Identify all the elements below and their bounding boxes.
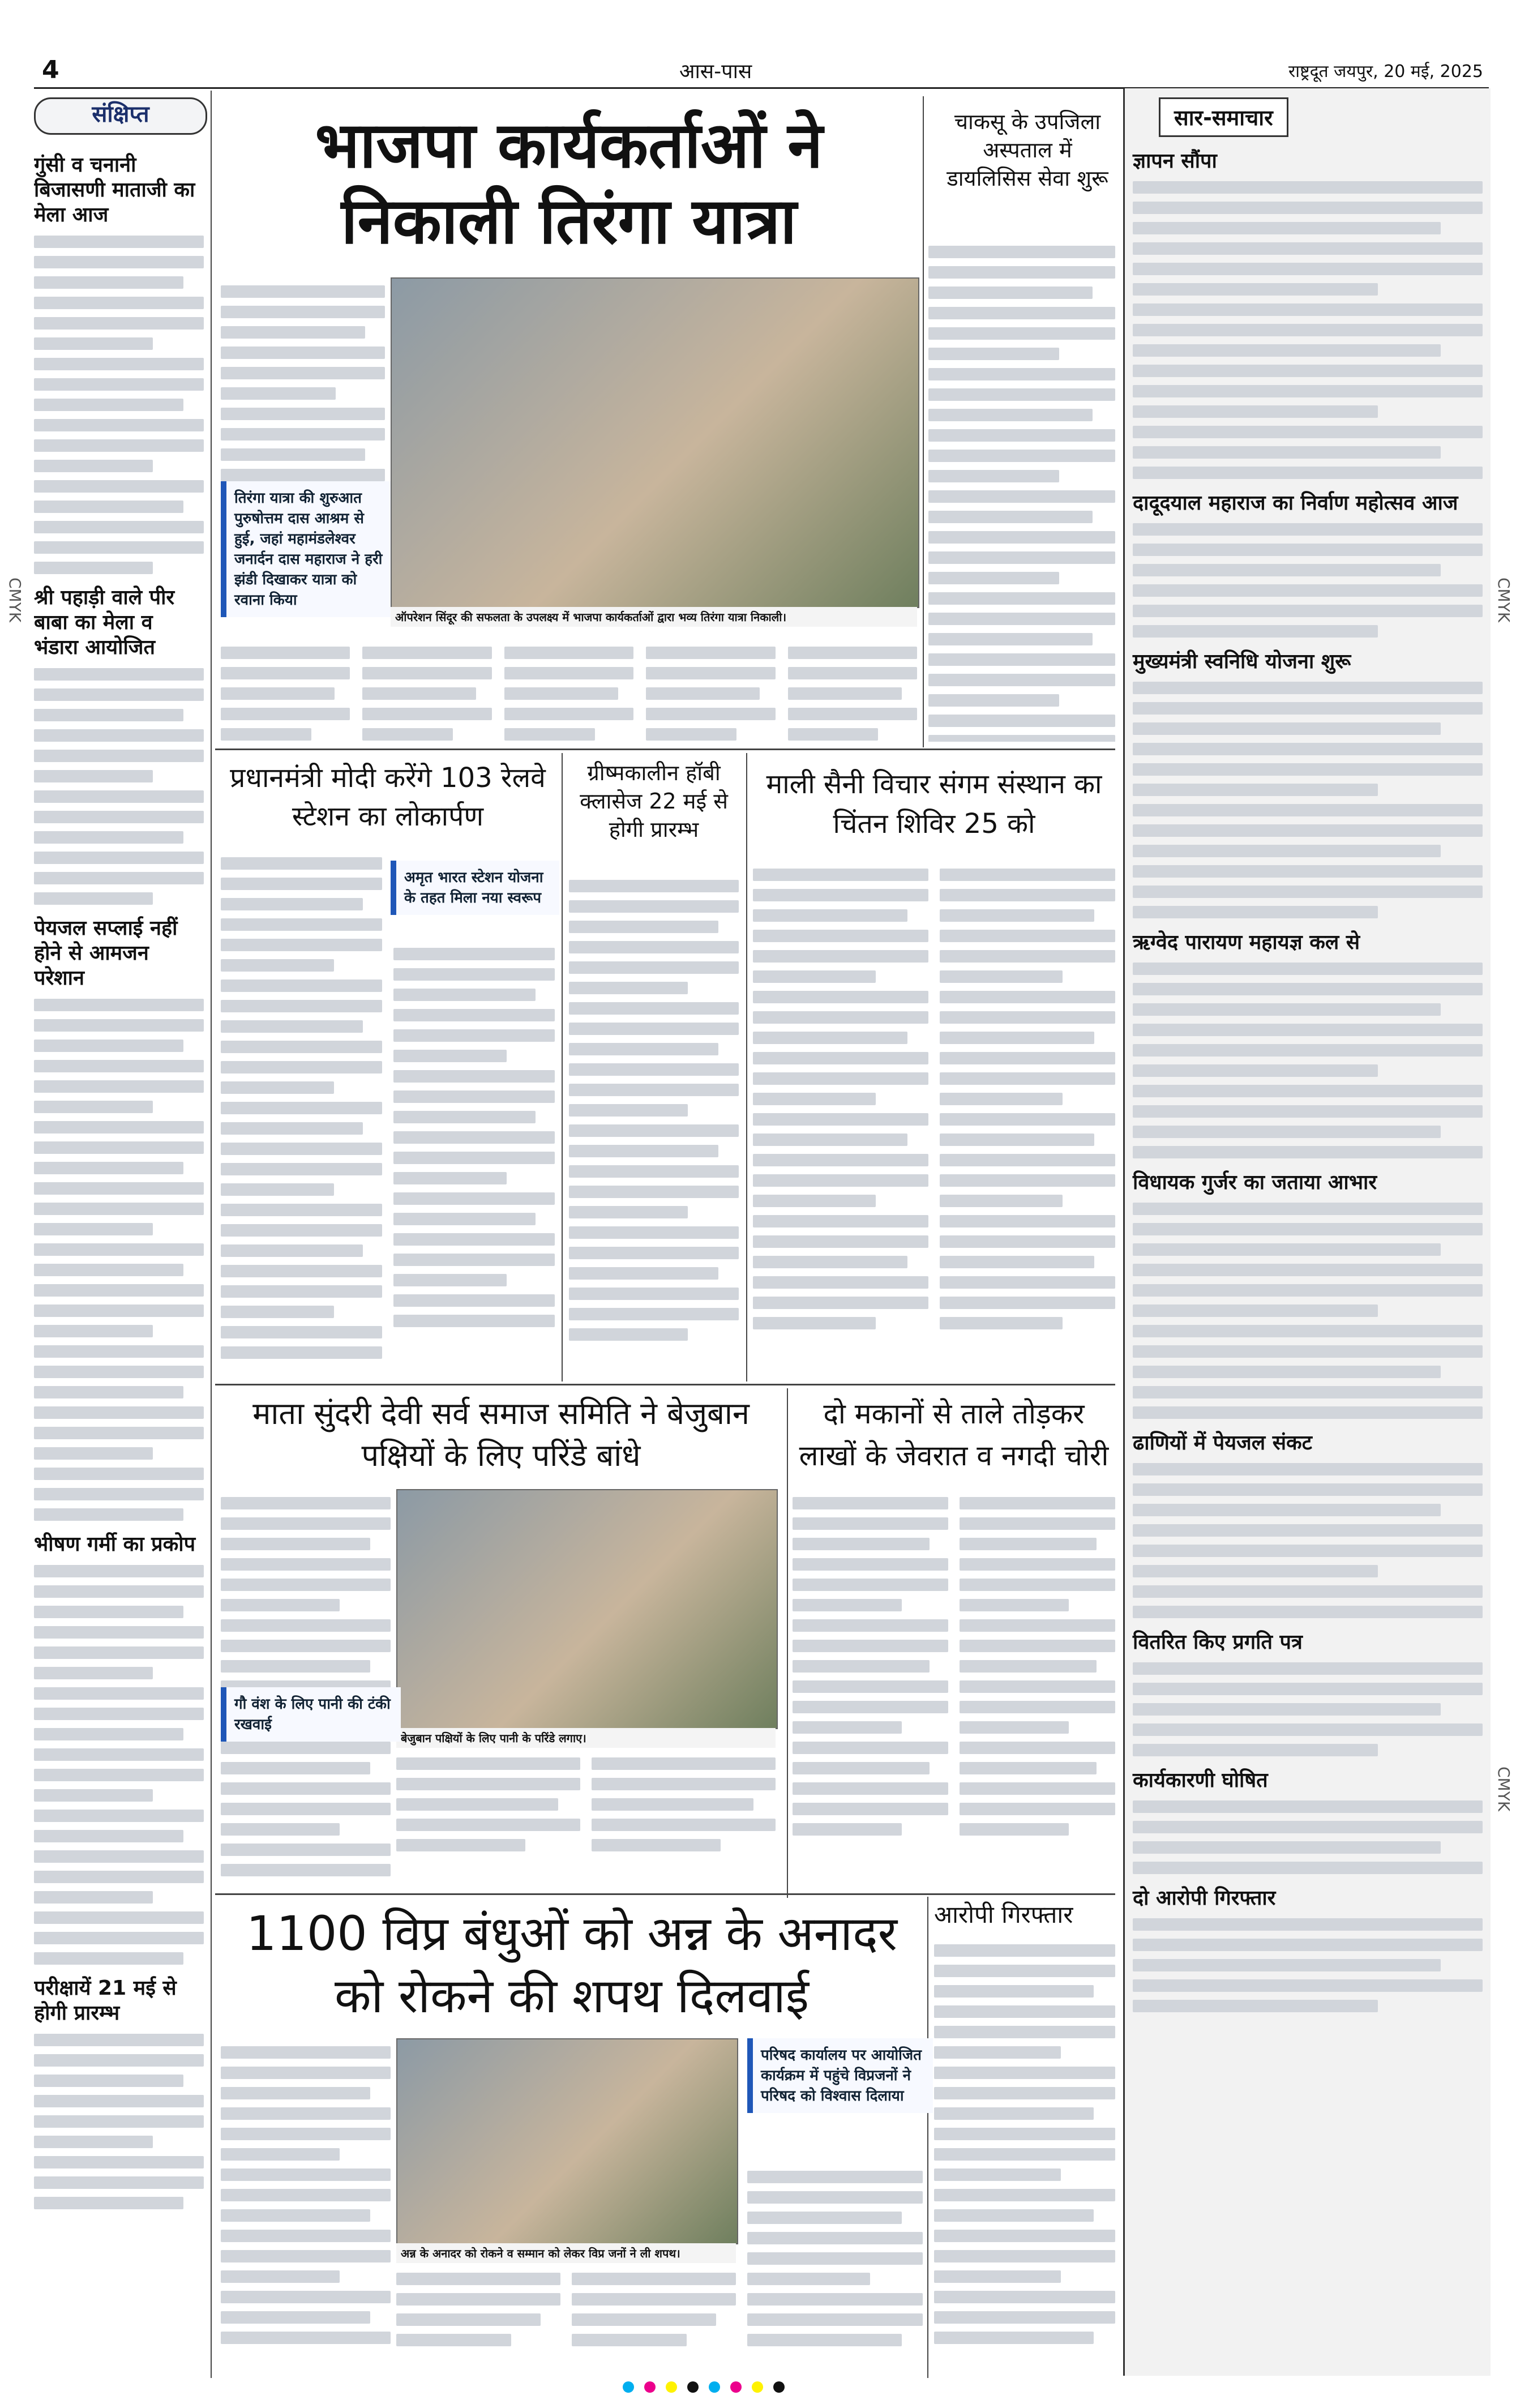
left-story-title: श्री पहाड़ी वाले पीर बाबा का मेला व भंडारा आयोजित <box>34 586 175 659</box>
lead-pull-quote: तिरंगा यात्रा की शुरुआत पुरुषोत्तम दास आश्रम से हुई, जहां महामंडलेश्वर जनार्दन दास महाराज ने हरी झंडी दिखाकर यात्रा को रवाना किया <box>221 481 391 617</box>
column-divider <box>211 91 212 2378</box>
left-story-title: परीक्षायें 21 मई से होगी प्रारम्भ <box>34 1977 177 2025</box>
sidebar-item-title: दादूदयाल महाराज का निर्वाण महोत्सव आज <box>1133 491 1458 515</box>
vipra-photo <box>396 2038 738 2244</box>
sidebar-item <box>1133 1171 1483 1419</box>
left-story-title: भीषण गर्मी का प्रकोप <box>34 1533 196 1556</box>
lead-headline: भाजपा कार्यकर्ताओं ने निकाली तिरंगा यात्रा <box>315 109 823 258</box>
mali-body <box>753 861 1115 1382</box>
aaropi-headline: आरोपी गिरफ्तार <box>934 1901 1073 1928</box>
vipra-body-right <box>747 2163 923 2378</box>
section-divider <box>215 1893 1115 1895</box>
page-header <box>34 52 1489 89</box>
mata-headline: माता सुंदरी देवी सर्व समाज समिति ने बेजुबान पक्षियों के लिए परिंडे बांधे <box>252 1396 750 1473</box>
sidebar-item <box>1133 1431 1483 1618</box>
mata-pull-quote: गौ वंश के लिए पानी की टंकी रखवाई <box>221 1687 401 1742</box>
vipra-body-bottom <box>396 2265 736 2378</box>
modi-body <box>221 849 555 1382</box>
section-title: आस-पास <box>679 60 752 83</box>
color-registration-strip <box>623 2381 906 2395</box>
chori-headline: दो मकानों से ताले तोड़कर लाखों के जेवरात व नगदी चोरी <box>799 1397 1109 1472</box>
paper-date: राष्ट्रदूत जयपुर, 20 मई, 2025 <box>1288 62 1483 82</box>
sidebar-item-title: ढाणियों में पेयजल संकट <box>1133 1431 1312 1455</box>
sidebar-item <box>1133 931 1483 1158</box>
sar-samachar-sidebar <box>1123 88 1491 2376</box>
lead-body-bottom <box>221 639 917 743</box>
sidebar-item <box>1133 1887 1483 2012</box>
sidebar-item <box>1133 1769 1483 1874</box>
column-divider <box>562 753 563 1382</box>
left-story-title: पेयजल सप्लाई नहीं होने से आमजन परेशान <box>34 917 178 990</box>
sidebar-item-title: विधायक गुर्जर का जताया आभार <box>1133 1171 1377 1194</box>
sankshipt-label: संक्षिप्त <box>92 101 149 127</box>
mata-body-bottom <box>396 1750 776 1885</box>
column-divider <box>927 1897 928 2378</box>
sankshipt-label-box <box>34 97 207 135</box>
registration-mark-left: CMYK <box>6 578 24 623</box>
column-divider <box>923 96 924 747</box>
modi-pull-quote: अमृत भारत स्टेशन योजना के तहत मिला नया स्वरूप <box>391 861 559 915</box>
vipra-pull-quote: परिषद कार्यालय पर आयोजित कार्यक्रम में पहुंचे विप्रजनों ने परिषद को विश्वास दिलाया <box>747 2038 933 2113</box>
hobby-body <box>569 872 739 1382</box>
mali-headline: माली सैनी विचार संगम संस्थान का चिंतन शिविर 25 को <box>766 768 1102 840</box>
chaksu-headline: चाकसू के उपजिला अस्पताल में डायलिसिस सेवा शुरू <box>947 109 1108 191</box>
chaksu-body <box>928 238 1115 742</box>
sidebar-item-title: दो आरोपी गिरफ्तार <box>1133 1887 1276 1910</box>
column-divider <box>746 753 747 1382</box>
column-divider <box>787 1388 788 1898</box>
left-column <box>34 142 204 2378</box>
vipra-body-left <box>221 2038 391 2378</box>
section-divider <box>215 1384 1115 1385</box>
sidebar-item <box>1133 650 1483 918</box>
sidebar-item-title: वितरित किए प्रगति पत्र <box>1133 1631 1303 1654</box>
sidebar-item-title: ऋग्वेद पारायण महायज्ञ कल से <box>1133 931 1360 954</box>
sidebar-item-title: कार्यकारणी घोषित <box>1133 1769 1268 1792</box>
lead-photo-caption: ऑपरेशन सिंदूर की सफलता के उपलक्ष्य में भाजपा कार्यकर्ताओं द्वारा भव्य तिरंगा यात्रा निकाली। <box>391 607 917 627</box>
modi-headline: प्रधानमंत्री मोदी करेंगे 103 रेलवे स्टेशन का लोकार्पण <box>230 762 546 832</box>
hobby-headline: ग्रीष्मकालीन हॉबी क्लासेज 22 मई से होगी प्रारम्भ <box>580 760 728 842</box>
vipra-headline: 1100 विप्र बंधुओं को अन्न के अनादर को रोकने की शपथ दिलवाई <box>246 1906 898 2024</box>
mata-photo-caption: बेजुबान पक्षियों के लिए पानी के परिंडे लगाए। <box>396 1728 776 1748</box>
mata-photo <box>396 1489 778 1729</box>
chori-body <box>793 1489 1115 1885</box>
registration-mark-right: CMYK <box>1494 578 1513 623</box>
sidebar-item <box>1133 1631 1483 1756</box>
sidebar-item <box>1133 149 1483 479</box>
lead-photo <box>391 277 919 608</box>
vipra-photo-caption: अन्न के अनादर को रोकने व सम्मान को लेकर विप्र जनों ने ली शपथ। <box>396 2243 736 2263</box>
aaropi-body <box>934 1936 1115 2378</box>
sidebar-item-title: मुख्यमंत्री स्वनिधि योजना शुरू <box>1133 650 1351 673</box>
registration-mark-right-lower: CMYK <box>1494 1767 1513 1812</box>
section-divider <box>215 749 1115 750</box>
sidebar-item-title: ज्ञापन सौंपा <box>1133 149 1217 173</box>
left-story-title: गुंसी व चनानी बिजासणी माताजी का मेला आज <box>34 153 195 226</box>
sidebar-label: सार-समाचार <box>1159 97 1288 137</box>
sidebar-item <box>1133 491 1483 638</box>
page-number: 4 <box>42 55 59 84</box>
